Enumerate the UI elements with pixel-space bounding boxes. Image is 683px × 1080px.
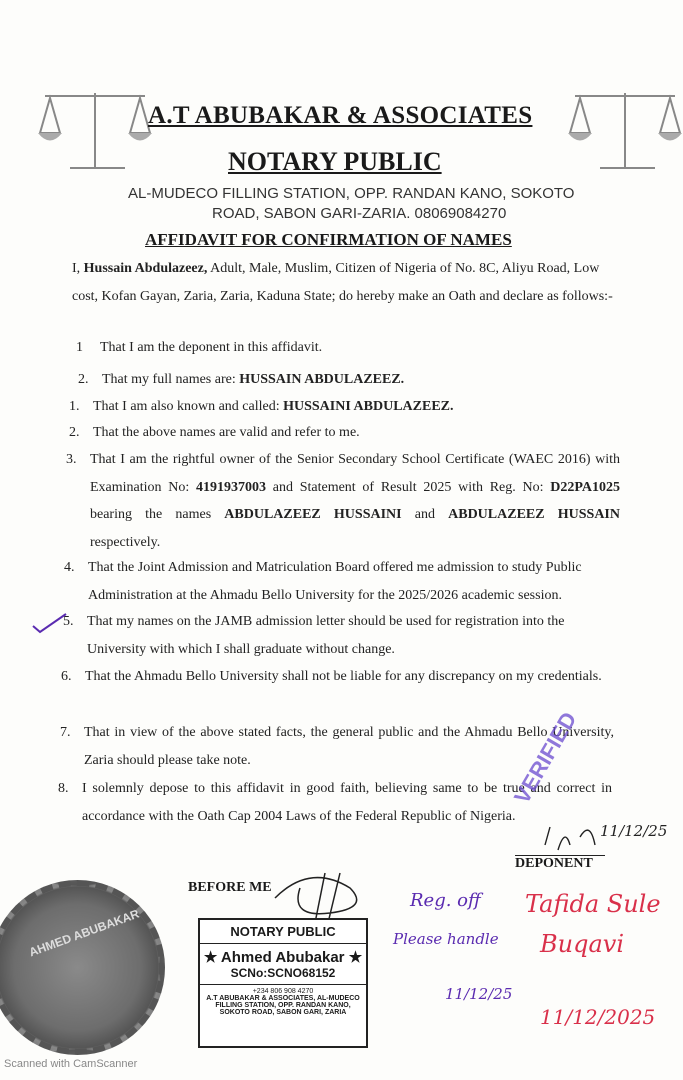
- deponent-signature: [540, 815, 600, 855]
- handwritten-note: Reg. off: [410, 890, 481, 911]
- notary-heading: NOTARY PUBLIC: [228, 147, 442, 176]
- list-item: 2. That the above names are valid and refer to me.: [69, 425, 360, 440]
- address-line2: ROAD, SABON GARI-ZARIA. 08069084270: [212, 205, 507, 222]
- scales-of-justice-icon: [565, 88, 683, 178]
- verified-stamp: VERIFIED: [509, 707, 582, 808]
- list-item: 4. That the Joint Admission and Matriculation Board offered me admission to study Public Administration at the Ahmadu Bello University for the 2025/2026 academic session.: [64, 560, 582, 603]
- list-item: 3. That I am the rightful owner of the Senior Secondary School Certificate (WAEC 2016) with Examination No: 4191937003 and Statement of Result 2025 with Reg. No: D22PA1025 bearing the names ABDULAZEEZ HUSSAINI and ABDULAZEEZ HUSSAIN respectively.: [66, 452, 620, 550]
- handwritten-name: Tafida Sule: [525, 890, 661, 918]
- address-line1: AL-MUDECO FILLING STATION, OPP. RANDAN KANO, SOKOTO: [128, 185, 575, 202]
- notary-seal: AHMED ABUBAKAR: [0, 880, 165, 1055]
- intro-paragraph: I, Hussain Abdulazeez, Adult, Male, Muslim, Citizen of Nigeria of No. 8C, Aliyu Road, Low cost, Kofan Gayan, Zaria, Zaria, Kaduna State; do hereby make an Oath and declare as follows:-: [72, 261, 613, 304]
- list-item: 6. That the Ahmadu Bello University shall not be liable for any discrepancy on my credentials.: [61, 669, 602, 684]
- list-item: 5. That my names on the JAMB admission letter should be used for registration into the University with which I shall graduate without change.: [63, 614, 565, 657]
- list-item: 8. I solemnly depose to this affidavit in good faith, believing same to be true and correct in accordance with the Oath Cap 2004 Laws of the Federal Republic of Nigeria.: [58, 781, 612, 824]
- handwritten-note: Please handle: [393, 930, 499, 948]
- handwritten-name: Buqavi: [540, 930, 624, 958]
- notary-stamp: NOTARY PUBLIC ★ Ahmed Abubakar ★ SCNo:SCNO68152 +234 806 908 4270 A.T ABUBAKAR & ASSOCIATES, AL-MUDECO FILLING STATION, OPP. RANDAN KANO, SOKOTO ROAD, SABON GARI, ZARIA: [198, 918, 368, 1048]
- handwritten-date: 11/12/25: [600, 822, 668, 840]
- handwritten-date: 11/12/25: [445, 985, 513, 1003]
- scales-of-justice-icon: [35, 88, 155, 178]
- checkmark-icon: [30, 612, 70, 637]
- deponent-label: DEPONENT: [515, 855, 605, 872]
- list-item: 2. That my full names are: HUSSAIN ABDULAZEEZ.: [78, 372, 405, 387]
- list-item: 1. That I am also known and called: HUSSAINI ABDULAZEEZ.: [69, 399, 454, 414]
- scanner-watermark: Scanned with CamScanner: [4, 1058, 138, 1070]
- handwritten-date: 11/12/2025: [540, 1005, 656, 1029]
- before-me-label: BEFORE ME: [188, 880, 272, 895]
- list-item: 7. That in view of the above stated facts, the general public and the Ahmadu Bello University, Zaria should please take note.: [60, 725, 614, 768]
- firm-name: A.T ABUBAKAR & ASSOCIATES: [148, 102, 533, 129]
- list-item: 1 That I am the deponent in this affidavit.: [76, 340, 323, 355]
- document-title: AFFIDAVIT FOR CONFIRMATION OF NAMES: [145, 230, 512, 249]
